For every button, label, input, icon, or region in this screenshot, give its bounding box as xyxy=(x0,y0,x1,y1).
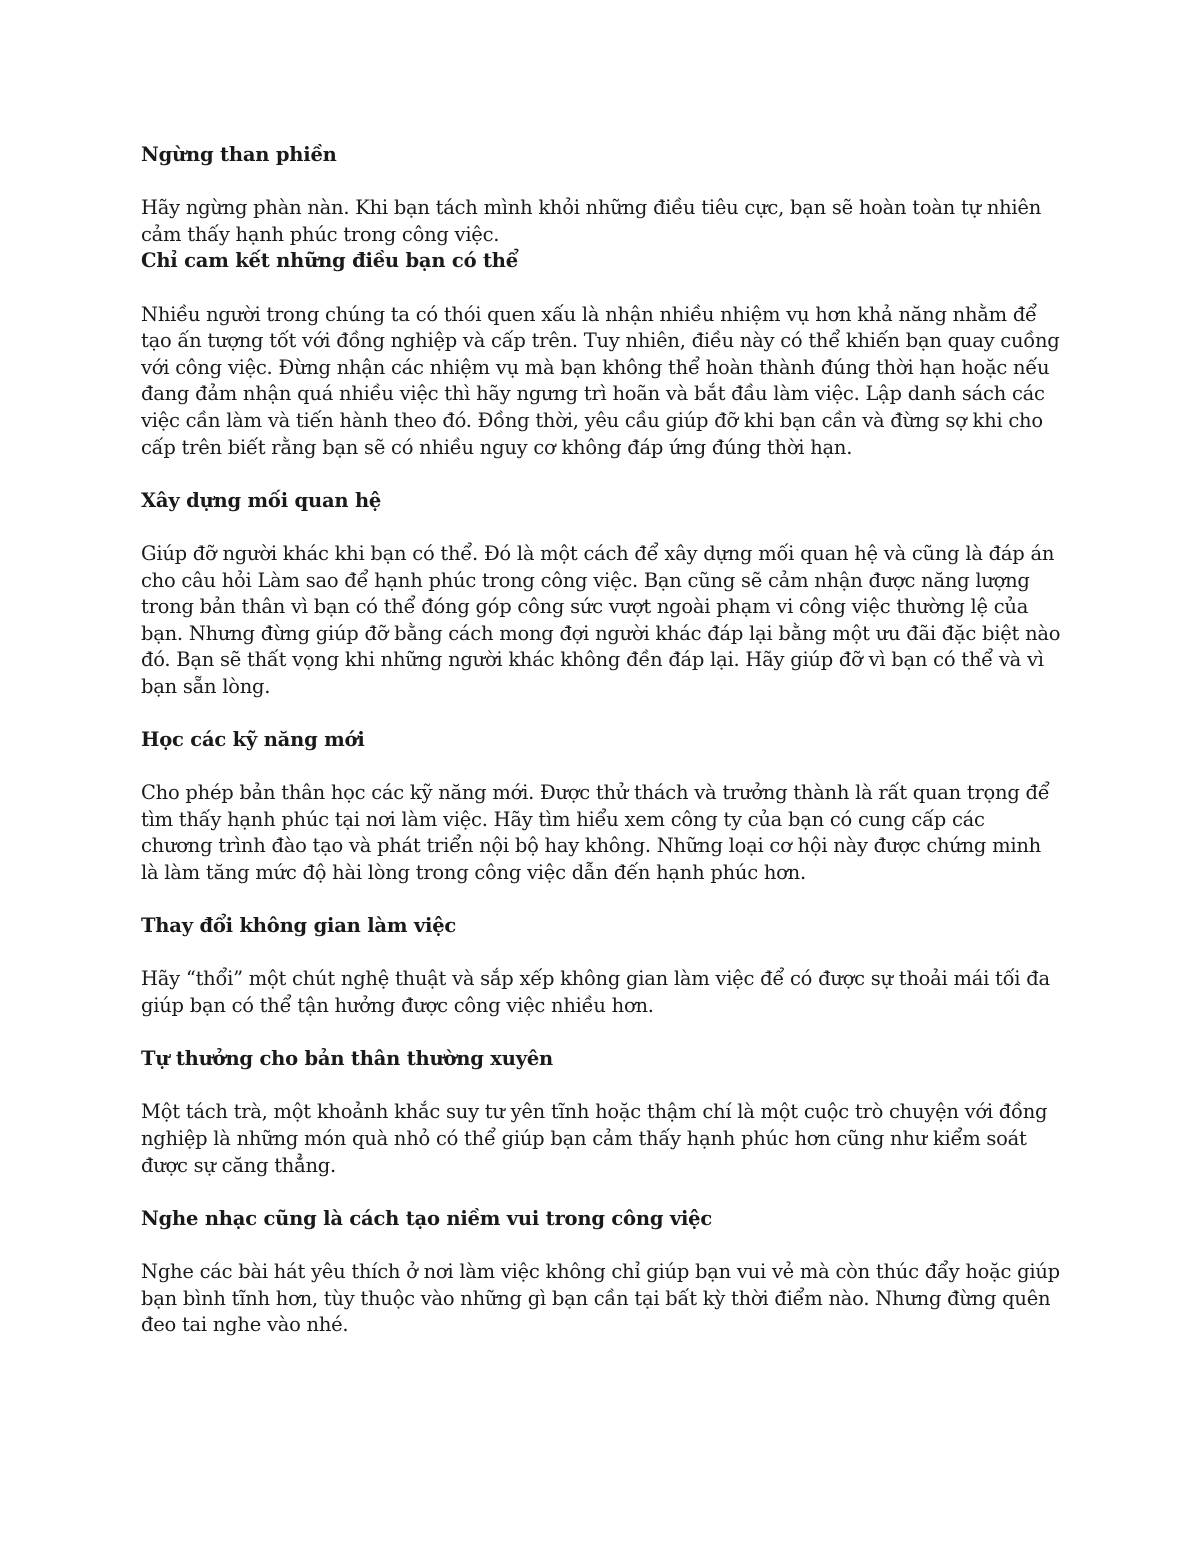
section-new-skills xyxy=(141,727,1061,913)
section-music xyxy=(141,1206,1061,1339)
section-heading: Học các kỹ năng mới xyxy=(141,728,365,752)
section-reward xyxy=(141,1046,1061,1206)
section-heading: Tự thưởng cho bản thân thường xuyên xyxy=(141,1047,554,1071)
section-paragraph: Nghe các bài hát yêu thích ở nơi làm việc không chỉ giúp bạn vui vẻ mà còn thúc đẩy hoặc giúp bạn bình tĩnh hơn, tùy thuộc vào những gì bạn cần tại bất kỳ thời điểm nào. Nhưng đừng quên đeo tai nghe vào nhé. xyxy=(141,1259,1060,1337)
document-page xyxy=(141,142,1061,1339)
section-workspace xyxy=(141,913,1061,1046)
section-paragraph: Hãy ngừng phàn nàn. Khi bạn tách mình khỏi những điều tiêu cực, bạn sẽ hoàn toàn tự nhiên cảm thấy hạnh phúc trong công việc. xyxy=(141,196,1042,246)
section-paragraph: Hãy “thổi” một chút nghệ thuật và sắp xếp không gian làm việc để có được sự thoải mái tối đa giúp bạn có thể tận hưởng được công việc nhiều hơn. xyxy=(141,967,1050,1017)
section-commit xyxy=(141,248,1061,487)
section-heading: Nghe nhạc cũng là cách tạo niềm vui trong công việc xyxy=(141,1206,713,1230)
section-relationships xyxy=(141,488,1061,727)
section-paragraph: Cho phép bản thân học các kỹ năng mới. Được thử thách và trưởng thành là rất quan trọng để tìm thấy hạnh phúc tại nơi làm việc. Hãy tìm hiểu xem công ty của bạn có cung cấp các chương trình đào tạo và phát triển nội bộ hay không. Những loại cơ hội này được chứng minh là làm tăng mức độ hài lòng trong công việc dẫn đến hạnh phúc hơn. xyxy=(141,781,1050,885)
section-heading: Chỉ cam kết những điều bạn có thể xyxy=(141,249,518,273)
section-heading: Thay đổi không gian làm việc xyxy=(141,914,457,938)
section-paragraph: Nhiều người trong chúng ta có thói quen xấu là nhận nhiều nhiệm vụ hơn khả năng nhằm để tạo ấn tượng tốt với đồng nghiệp và cấp trên. Tuy nhiên, điều này có thể khiến bạn quay cuồng với công việc. Đừng nhận các nhiệm vụ mà bạn không thể hoàn thành đúng thời hạn hoặc nếu đang đảm nhận quá nhiều việc thì hãy ngưng trì hoãn và bắt đầu làm việc. Lập danh sách các việc cần làm và tiến hành theo đó. Đồng thời, yêu cầu giúp đỡ khi bạn cần và đừng sợ khi cho cấp trên biết rằng bạn sẽ có nhiều nguy cơ không đáp ứng đúng thời hạn. xyxy=(141,302,1060,459)
section-heading: Ngừng than phiền xyxy=(141,143,337,166)
section-stop-complaining xyxy=(141,142,1061,248)
section-heading: Xây dựng mối quan hệ xyxy=(141,488,382,512)
section-paragraph: Một tách trà, một khoảnh khắc suy tư yên tĩnh hoặc thậm chí là một cuộc trò chuyện với đồng nghiệp là những món quà nhỏ có thể giúp bạn cảm thấy hạnh phúc hơn cũng như kiểm soát được sự căng thẳng. xyxy=(141,1100,1048,1177)
section-paragraph: Giúp đỡ người khác khi bạn có thể. Đó là một cách để xây dựng mối quan hệ và cũng là đáp án cho câu hỏi Làm sao để hạnh phúc trong công việc. Bạn cũng sẽ cảm nhận được năng lượng trong bản thân vì bạn có thể đóng góp công sức vượt ngoài phạm vi công việc thường lệ của bạn. Nhưng đừng giúp đỡ bằng cách mong đợi người khác đáp lại bằng một ưu đãi đặc biệt nào đó. Bạn sẽ thất vọng khi những người khác không đền đáp lại. Hãy giúp đỡ vì bạn có thể và vì bạn sẵn lòng. xyxy=(141,541,1061,698)
